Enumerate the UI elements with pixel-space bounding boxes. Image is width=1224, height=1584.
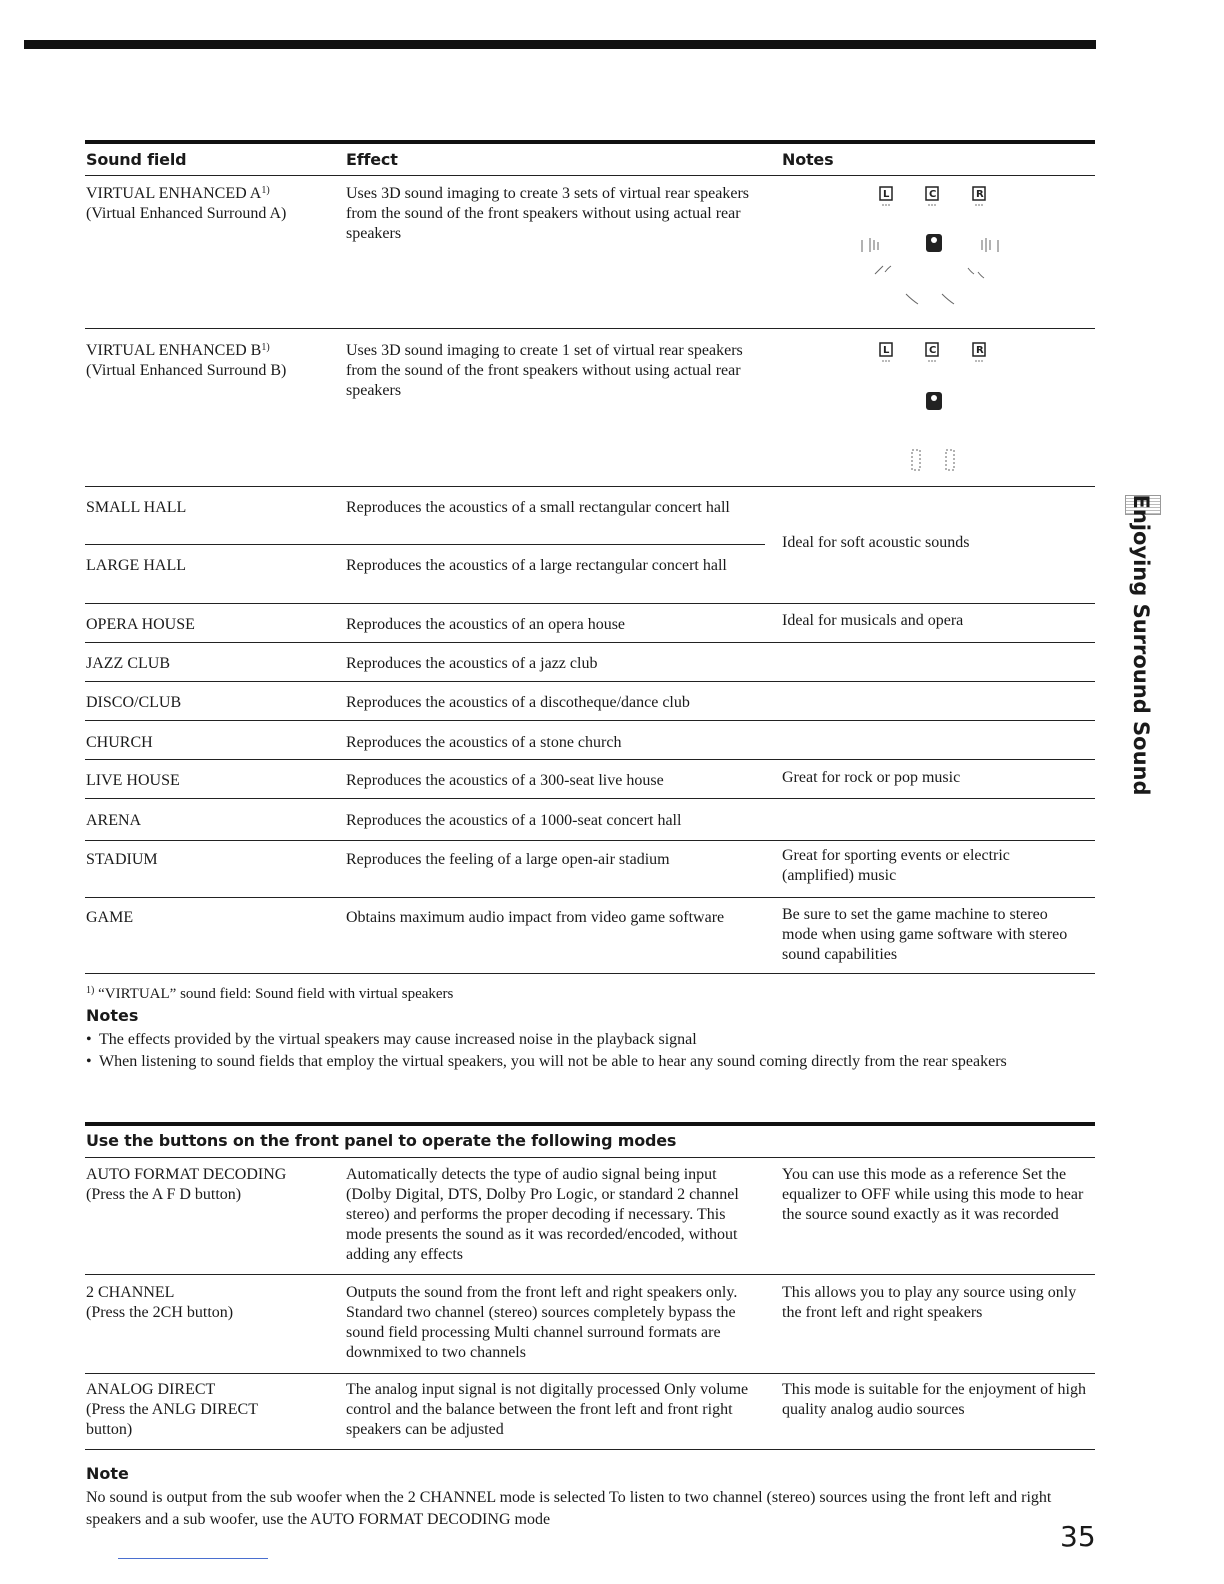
row-analog-direct-notes: This mode is suitable for the enjoyment of high quality analog audio sources — [782, 1381, 1086, 1418]
row-large-hall-name: LARGE HALL — [86, 557, 186, 574]
speaker-label-r: R — [976, 345, 984, 356]
row-stadium-name: STADIUM — [86, 851, 158, 868]
row-rule — [85, 642, 1095, 643]
row-2ch-name: 2 CHANNEL (Press the 2CH button) — [86, 1284, 234, 1321]
row-disco-club-name: DISCO/CLUB — [86, 694, 182, 711]
row-opera-house-notes: Ideal for musicals and opera — [782, 612, 964, 629]
row-disco-club-effect: Reproduces the acoustics of a discotheque/dance club — [346, 694, 690, 711]
row-rule — [85, 1373, 1095, 1374]
table-top-rule — [85, 140, 1095, 144]
speaker-label-c: C — [929, 189, 937, 200]
row-stadium-effect: Reproduces the feeling of a large open-air stadium — [346, 851, 670, 868]
footnote: $^{1)}$ “VIRTUAL” sound field: Sound field with virtual speakers — [86, 985, 454, 1002]
row-stadium-notes: Great for sporting events or electric (amplified) music — [782, 847, 1010, 884]
table-bottom-rule — [85, 973, 1095, 974]
listener-icon — [926, 234, 942, 252]
row-rule — [85, 603, 1095, 604]
footnote-mark: 1) — [86, 985, 95, 996]
header-rule — [85, 175, 1095, 176]
row-live-house-name: LIVE HOUSE — [86, 772, 180, 789]
row-live-house-notes: Great for rock or pop music — [782, 769, 961, 786]
virtual-rear-speaker-icon — [912, 450, 954, 470]
row-virtual-a-effect: Uses 3D sound imaging to create 3 sets of virtual rear speakers from the sound of the front speakers without using actual rear speakers — [346, 185, 749, 242]
side-tab-label: Enjoying Surround Sound — [1129, 494, 1153, 796]
row-rule — [85, 1274, 1095, 1275]
row-rule-partial — [85, 544, 765, 545]
row-2ch-effect: Outputs the sound from the front left and right speakers only. Standard two channel (stereo) sources completely bypass the sound field processing Multi channel surround formats are downmixed to two channels — [346, 1284, 738, 1361]
row-rule — [85, 897, 1095, 898]
header-notes: Notes — [782, 150, 834, 169]
table2-header-rule — [85, 1157, 1095, 1158]
row-2ch-notes: This allows you to play any source using only the front left and right speakers — [782, 1284, 1077, 1321]
row-virtual-b-name: VIRTUAL ENHANCED $B^{1)}$ (Virtual Enhanced Surround B) — [86, 342, 287, 379]
row-arena-name: ARENA — [86, 812, 142, 829]
table2-bottom-rule — [85, 1449, 1095, 1450]
top-rule — [24, 40, 1096, 49]
row-arena-effect: Reproduces the acoustics of a 1000-seat concert hall — [346, 812, 682, 829]
row-rule — [85, 840, 1095, 841]
row-afd-effect: Automatically detects the type of audio signal being input (Dolby Digital, DTS, Dolby Pro Logic, or standard 2 channel stereo) and performs the proper decoding if necessary. This mode presents the sound as it was recorded/encoded, without adding any effects — [346, 1166, 739, 1263]
row-rule — [85, 759, 1095, 760]
row-game-name: GAME — [86, 909, 134, 926]
speaker-label-r: R — [976, 189, 984, 200]
header-sound-field: Sound field — [86, 150, 187, 169]
row-opera-house-effect: Reproduces the acoustics of an opera house — [346, 616, 626, 633]
note-item: • The effects provided by the virtual speakers may cause increased noise in the playback signal — [86, 1031, 697, 1048]
row-rule — [85, 328, 1095, 329]
row-virtual-b-effect: Uses 3D sound imaging to create 1 set of virtual rear speakers from the sound of the front speakers without using actual rear speakers — [346, 342, 743, 399]
row-analog-direct-effect: The analog input signal is not digitally processed Only volume control and the balance between the front left and front right speakers can be adjusted — [346, 1381, 749, 1438]
row-jazz-club-effect: Reproduces the acoustics of a jazz club — [346, 655, 598, 672]
table2-top-rule — [85, 1122, 1095, 1126]
listener-icon — [926, 392, 942, 410]
row-jazz-club-name: JAZZ CLUB — [86, 655, 170, 672]
row-afd-notes: You can use this mode as a reference Set the equalizer to OFF while using this mode to hear the source sound exactly as it was recorded — [782, 1166, 1084, 1223]
row-small-hall-name: SMALL HALL — [86, 499, 187, 516]
speaker-label-l: L — [883, 345, 890, 356]
row-opera-house-name: OPERA HOUSE — [86, 616, 195, 633]
row-virtual-a-name: VIRTUAL ENHANCED $A^{1)}$ (Virtual Enhanced Surround A) — [86, 185, 287, 222]
page-number: 35 — [1060, 1520, 1096, 1553]
speaker-label-c: C — [929, 345, 937, 356]
row-analog-direct-name: ANALOG DIRECT (Press the ANLG DIRECT button) — [86, 1381, 258, 1438]
note-text: No sound is output from the sub woofer when the 2 CHANNEL mode is selected To listen to two channel (stereo) sources using the front left and right speakers and a sub woofer, use the AUTO FORMAT DECODING mode — [86, 1489, 1052, 1528]
notes-heading: Notes — [86, 1006, 139, 1025]
bottom-line — [118, 1558, 268, 1559]
row-rule — [85, 720, 1095, 721]
row-rule — [85, 486, 1095, 487]
table2-header: Use the buttons on the front panel to operate the following modes — [86, 1131, 677, 1150]
note-item: • When listening to sound fields that employ the virtual speakers, you will not be able to hear any sound coming directly from the rear speakers — [86, 1053, 1007, 1070]
row-game-effect: Obtains maximum audio impact from video game software — [346, 909, 725, 926]
note-heading: Note — [86, 1464, 129, 1483]
row-rule — [85, 798, 1095, 799]
row-live-house-effect: Reproduces the acoustics of a 300-seat live house — [346, 772, 664, 789]
row-rule — [85, 681, 1095, 682]
header-effect: Effect — [346, 150, 398, 169]
row-church-name: CHURCH — [86, 734, 153, 751]
row-game-notes: Be sure to set the game machine to stereo mode when using game software with stereo sound capabilities — [782, 906, 1068, 963]
row-small-hall-effect: Reproduces the acoustics of a small rectangular concert hall — [346, 499, 730, 516]
row-large-hall-effect: Reproduces the acoustics of a large rectangular concert hall — [346, 557, 727, 574]
row-afd-name: AUTO FORMAT DECODING (Press the A F D button) — [86, 1166, 287, 1203]
virtual-b-speaker-diagram — [850, 338, 1010, 478]
hall-notes: Ideal for soft acoustic sounds — [782, 534, 970, 551]
speaker-label-l: L — [883, 189, 890, 200]
row-church-effect: Reproduces the acoustics of a stone church — [346, 734, 622, 751]
virtual-a-speaker-diagram — [850, 182, 1010, 317]
